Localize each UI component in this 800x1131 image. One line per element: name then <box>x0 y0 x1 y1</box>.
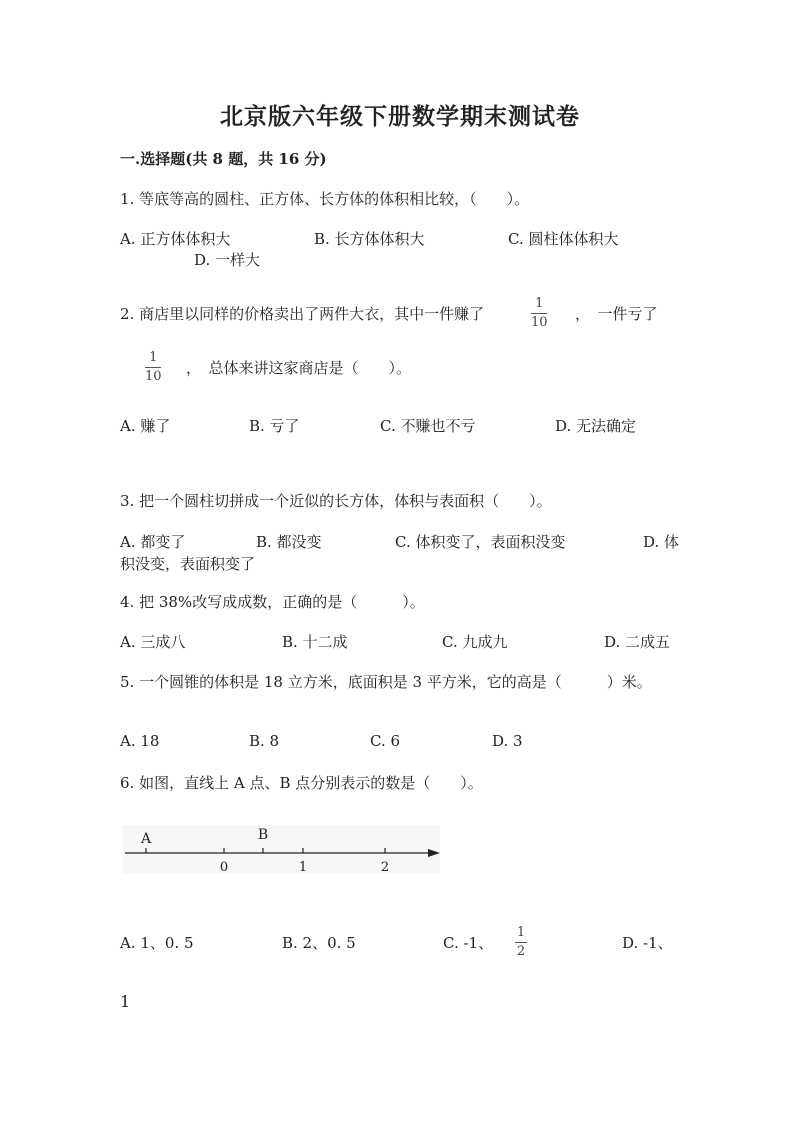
q1-option-a[interactable]: A. 正方体体积大 <box>120 230 231 248</box>
label-point-a: A <box>140 831 152 847</box>
question-3: 3. 把一个圆柱切拼成一个近似的长方体，体积与表面积（ ）。 <box>120 492 552 510</box>
q1-option-b[interactable]: B. 长方体体积大 <box>314 230 425 248</box>
question-5: 5. 一个圆锥的体积是 18 立方米，底面积是 3 平方米，它的高是（ ）米。 <box>120 673 652 691</box>
q5-option-d[interactable]: D. 3 <box>492 732 523 750</box>
fraction-bar <box>145 367 161 368</box>
fraction-numerator: 1 <box>516 925 526 940</box>
q1-option-c[interactable]: C. 圆柱体体积大 <box>508 230 619 248</box>
fraction-bar <box>515 942 527 943</box>
fraction-denominator: 10 <box>531 315 548 330</box>
tick-label-1: 1 <box>298 860 308 874</box>
fraction-denominator: 2 <box>516 944 526 959</box>
q2-option-c[interactable]: C. 不赚也不亏 <box>380 417 476 435</box>
q5-option-a[interactable]: A. 18 <box>120 732 160 750</box>
question-1: 1. 等底等高的圆柱、正方体、长方体的体积相比较，（ ）。 <box>120 190 530 208</box>
q6-option-a[interactable]: A. 1、0. 5 <box>120 934 194 952</box>
q4-option-c[interactable]: C. 九成九 <box>442 633 508 651</box>
q4-option-b[interactable]: B. 十二成 <box>282 633 348 651</box>
question-4: 4. 把 38%改写成成数，正确的是（ ）。 <box>120 593 425 611</box>
q6-option-d[interactable]: D. -1、 <box>622 934 673 952</box>
q2-option-b[interactable]: B. 亏了 <box>249 417 300 435</box>
fraction-numerator: 1 <box>535 296 544 311</box>
page-number: 1 <box>120 992 131 1011</box>
q6-option-c[interactable]: C. -1、 <box>443 934 494 952</box>
question-2-part2: ， 一件亏了 <box>575 305 658 323</box>
fraction-numerator: 1 <box>149 350 158 365</box>
label-point-b: B <box>257 827 269 843</box>
q4-option-a[interactable]: A. 三成八 <box>120 633 186 651</box>
question-6: 6. 如图，直线上 A 点、B 点分别表示的数是（ ）。 <box>120 774 483 792</box>
q5-option-b[interactable]: B. 8 <box>249 732 280 750</box>
q3-option-d[interactable]: D. 体 <box>643 533 680 551</box>
q5-option-c[interactable]: C. 6 <box>370 732 401 750</box>
fraction-bar <box>531 313 547 314</box>
number-line-figure <box>122 825 440 874</box>
fraction-denominator: 10 <box>145 369 162 384</box>
q3-option-c[interactable]: C. 体积变了，表面积没变 <box>395 533 566 551</box>
q2-option-d[interactable]: D. 无法确定 <box>555 417 637 435</box>
fraction-one-tenth <box>531 296 548 331</box>
q2-option-a[interactable]: A. 赚了 <box>120 417 171 435</box>
fraction-one-tenth-2 <box>145 350 162 385</box>
question-2-part1: 2. 商店里以同样的价格卖出了两件大衣，其中一件赚了 <box>120 305 485 323</box>
q1-option-d[interactable]: D. 一样大 <box>194 251 261 269</box>
page-title: 北京版六年级下册数学期末测试卷 <box>220 103 580 130</box>
q3-option-a[interactable]: A. 都变了 <box>120 533 186 551</box>
q3-option-d-continued: 积没变，表面积变了 <box>120 555 256 573</box>
tick-label-0: 0 <box>219 860 229 874</box>
q3-option-b[interactable]: B. 都没变 <box>256 533 322 551</box>
number-line-arrow-icon <box>428 849 440 857</box>
section-heading: 一.选择题(共 8 题，共 16 分) <box>120 150 327 168</box>
q6-option-b[interactable]: B. 2、0. 5 <box>282 934 356 952</box>
q4-option-d[interactable]: D. 二成五 <box>604 633 671 651</box>
tick-label-2: 2 <box>380 860 390 874</box>
question-2-part3: ， 总体来讲这家商店是（ ）。 <box>186 359 412 377</box>
fraction-one-half <box>515 925 527 960</box>
